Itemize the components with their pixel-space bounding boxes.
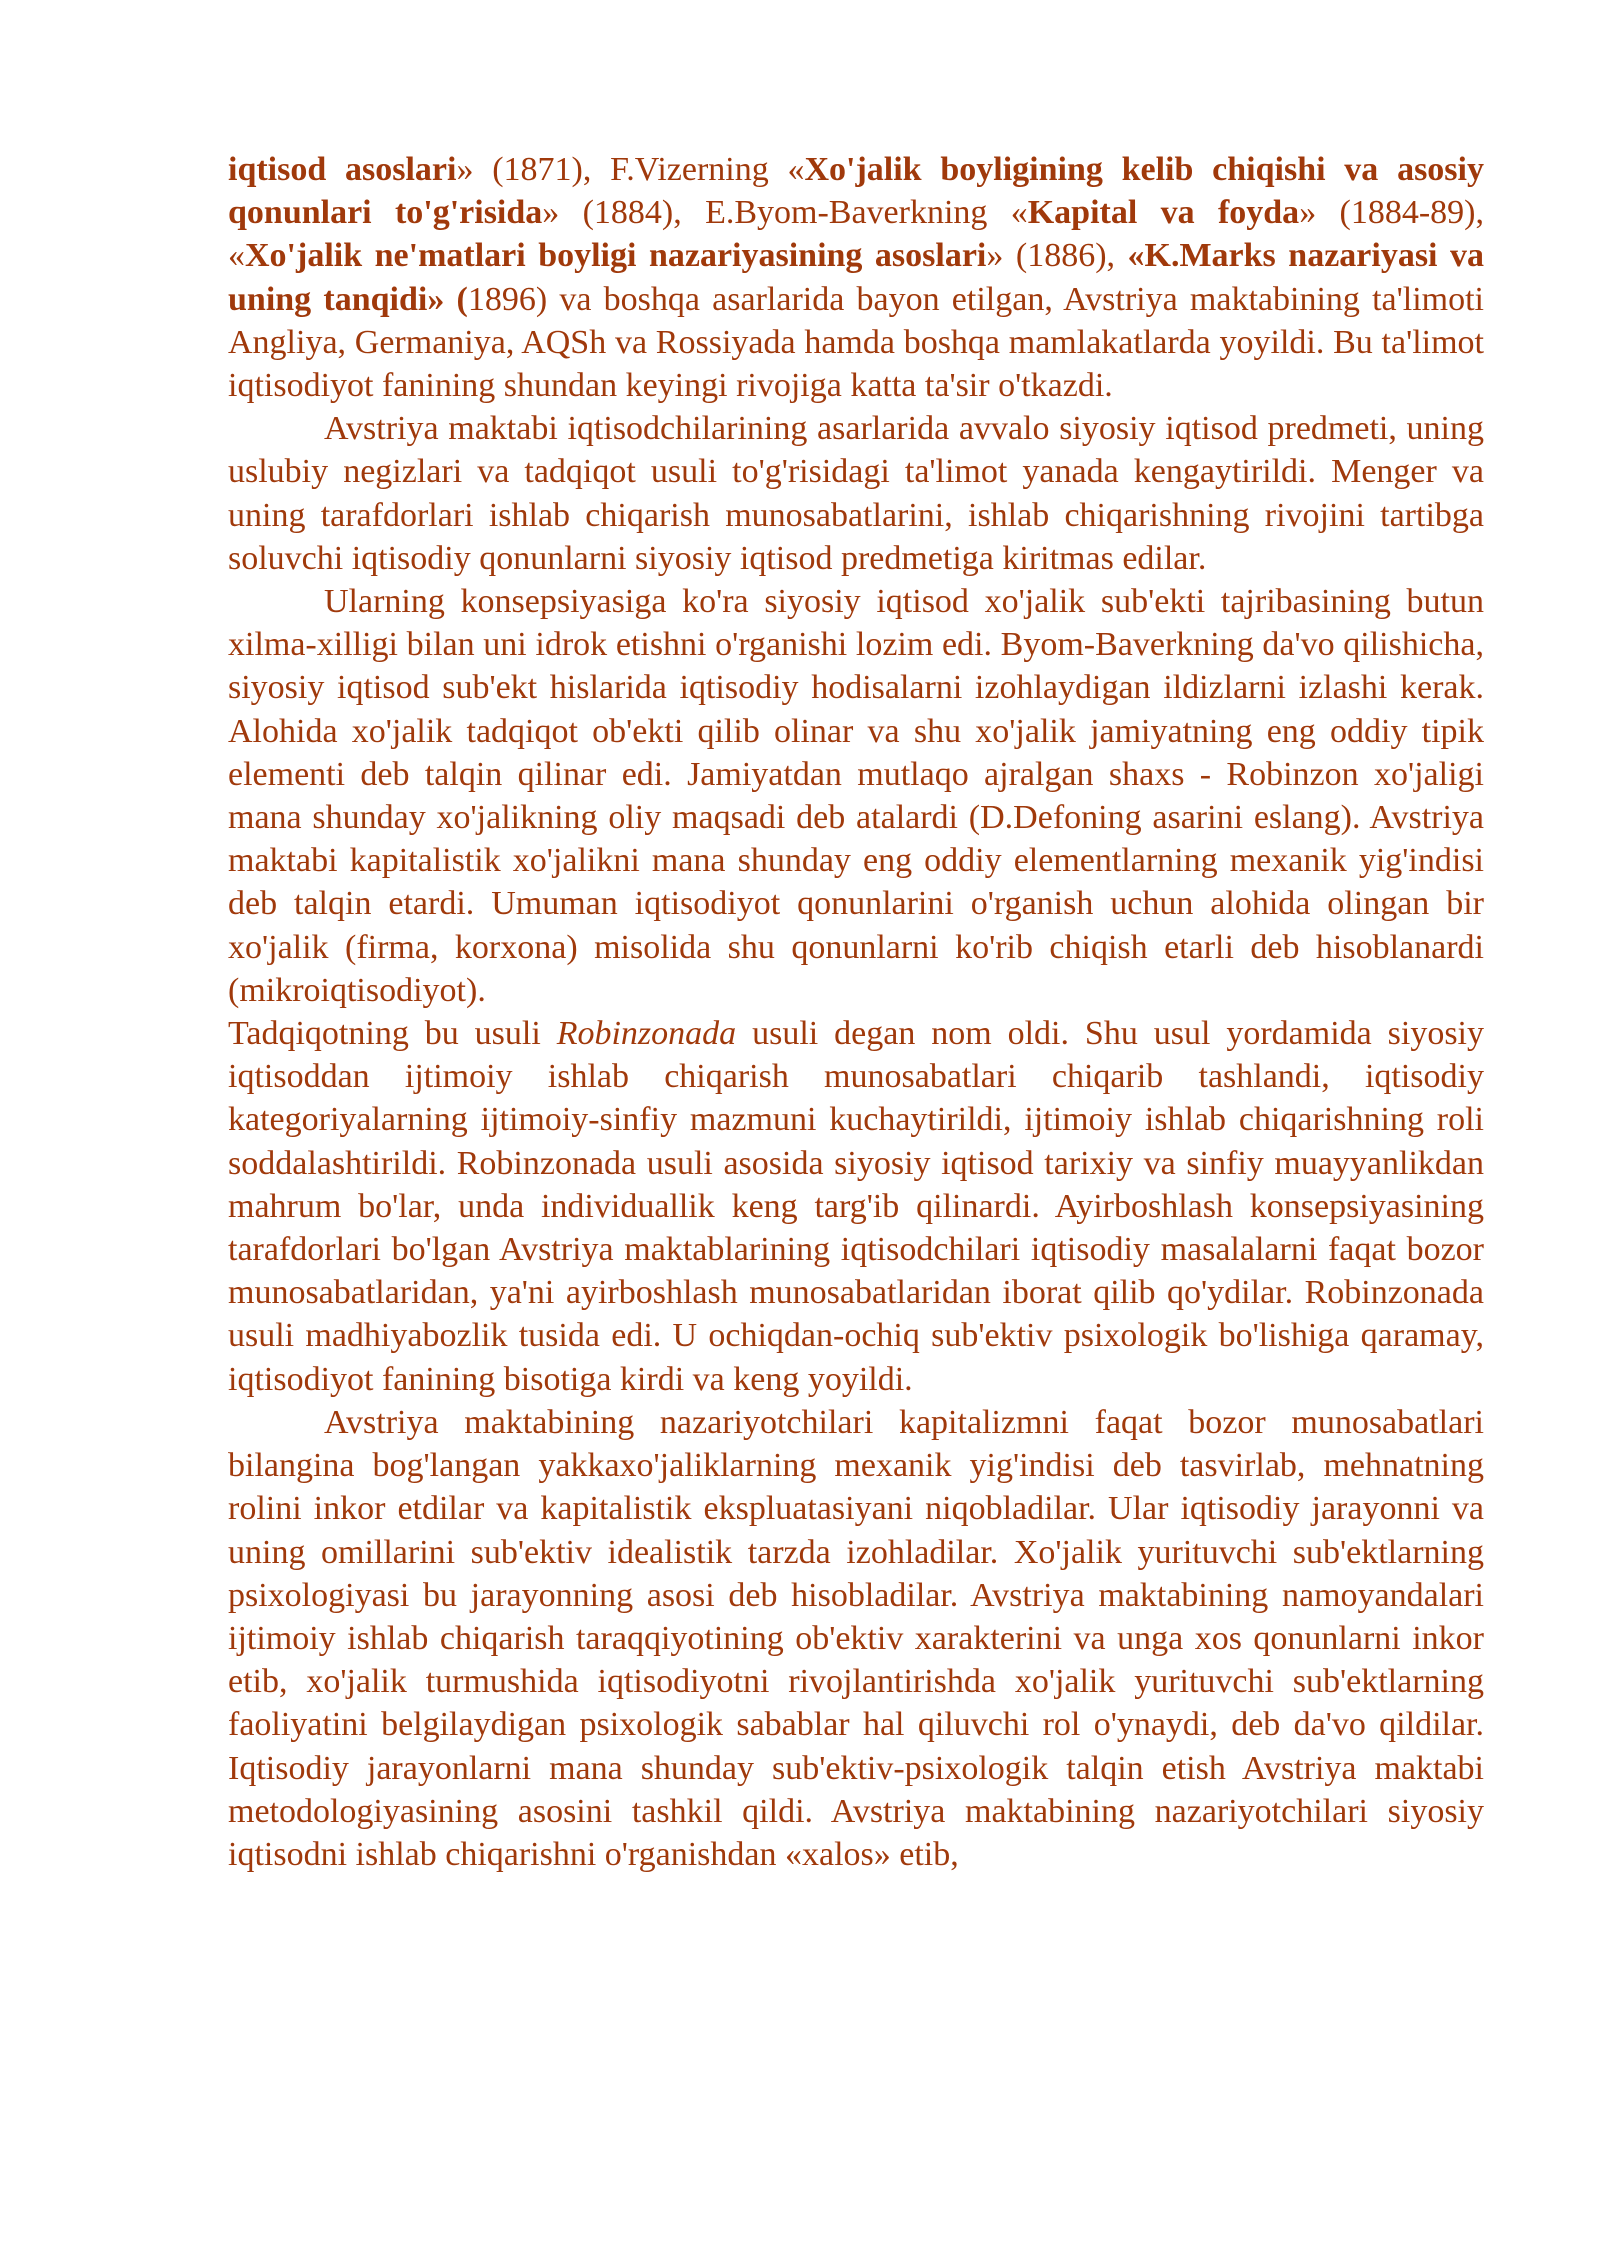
bold-title: Xo'jalik boyligining kelib chiqishi va asosiy qonunlari to'g'risida	[228, 151, 1484, 232]
paragraph-3: Ularning konsepsiyasiga ko'ra siyosiy iqtisod xo'jalik sub'ekti tajribasining butun xilma-xilligi bilan uni idrok etishni o'rganishi lozim edi. Byom-Baverkning da'vo qilishicha, siyosiy iqtisod sub'ekt hislarida iqtisodiy hodisalarni izohlaydigan ildizlarni izlashi kerak. Alohida xo'jalik tadqiqot ob'ekti qilib olinar va shu xo'jalik jamiyatning eng oddiy tipik elementi deb talqin qilinar edi. Jamiyatdan mutlaqo ajralgan shaxs - Robinzon xo'jaligi mana shunday xo'jalikning oliy maqsadi deb atalardi (D.Defoning asarini eslang). Avstriya maktabi kapitalistik xo'jalikni mana shunday eng oddiy elementlarning mexanik yig'indisi deb talqin etardi. Umuman iqtisodiyot qonunlarini o'rganish uchun alohida olingan bir xo'jalik (firma, korxona) misolida shu qonunlarni ko'rib chiqish etarli deb hisoblanardi (mikroiqtisodiyot).	[228, 583, 1484, 1009]
bold-title: Xo'jalik ne'matlari boyligi nazariyasining asoslari	[245, 237, 987, 275]
text-run: » (1884), E.Byom-Baverkning «	[542, 194, 1028, 232]
text-run: 1896) va boshqa asarlarida bayon etilgan, Avstriya maktabining ta'limoti Angliya, Germaniya, AQSh va Rossiyada hamda boshqa mamlakatlarda yoyildi. Bu ta'limot iqtisodiyot fanining shundan keyingi rivojiga katta ta'sir o'tkazdi.	[228, 280, 1484, 405]
text-run: » (1871), F.Vizerning «	[456, 151, 805, 188]
bold-title: iqtisod asoslari	[228, 151, 457, 188]
paragraph-1	[228, 148, 1484, 407]
text-run: Tadqiqotning bu usuli	[228, 1015, 557, 1053]
bold-title: «K.Marks nazariyasi va uning tanqidi» (	[228, 237, 1484, 318]
paragraph-2: Avstriya maktabi iqtisodchilarining asarlarida avvalo siyosiy iqtisod predmeti, uning uslubiy negizlari va tadqiqot usuli to'g'risidagi ta'limot yanada kengaytirildi. Menger va uning tarafdorlari ishlab chiqarish munosabatlarini, ishlab chiqarishning rivojini tartibga soluvchi iqtisodiy qonunlarni siyosiy iqtisod predmetiga kiritmas edilar.	[228, 410, 1484, 577]
text-run: » (1884-89), «	[228, 194, 1484, 275]
text-run: usuli degan nom oldi. Shu usul yordamida siyosiy iqtisoddan ijtimoiy ishlab chiqarish munosabatlari chiqarib tashlandi, iqtisodiy kategoriyalarning ijtimoiy-sinfiy mazmuni kuchaytirildi, ijtimoiy ishlab chiqarishning roli soddalashtirildi. Robinzonada usuli asosida siyosiy iqtisod tarixiy va sinfiy muayyanlikdan mahrum bo'lar, unda individuallik keng targ'ib qilinardi. Ayirboshlash konsepsiyasining tarafdorlari bo'lgan Avstriya maktablarining iqtisodchilari iqtisodiy masalalarni faqat bozor munosabatlaridan, ya'ni ayirboshlash munosabatlaridan iborat qilib qo'ydilar. Robinzonada usuli madhiyabozlik tusida edi. U ochiqdan-ochiq sub'ektiv psixologik bo'lishiga qaramay, iqtisodiyot fanining bisotiga kirdi va keng yoyildi.	[228, 1015, 1485, 1398]
document-body	[228, 148, 1484, 1876]
paragraph-3-continued	[228, 1012, 1484, 1401]
text-run: » (1886),	[986, 237, 1128, 275]
italic-term: Robinzonada	[556, 1015, 737, 1053]
bold-title: Kapital va foyda	[1027, 194, 1300, 232]
paragraph-4: Avstriya maktabining nazariyotchilari kapitalizmni faqat bozor munosabatlari bilangina bog'langan yakkaxo'jaliklarning mexanik yig'indisi deb tasvirlab, mehnatning rolini inkor etdilar va kapitalistik ekspluatasiyani niqobladilar. Ular iqtisodiy jarayonni va uning omillarini sub'ektiv idealistik tarzda izohladilar. Xo'jalik yurituvchi sub'ektlarning psixologiyasi bu jarayonning asosi deb hisobladilar. Avstriya maktabining namoyandalari ijtimoiy ishlab chiqarish taraqqiyotining ob'ektiv xarakterini va unga xos qonunlarni inkor etib, xo'jalik turmushida iqtisodiyotni rivojlantirishda xo'jalik yurituvchi sub'ektlarning faoliyatini belgilaydigan psixologik sabablar hal qiluvchi rol o'ynaydi, deb da'vo qildilar. Iqtisodiy jarayonlarni mana shunday sub'ektiv-psixologik talqin etish Avstriya maktabi metodologiyasining asosini tashkil qildi. Avstriya maktabining nazariyotchilari siyosiy iqtisodni ishlab chiqarishni o'rganishdan «xalos» etib,	[228, 1403, 1484, 1873]
